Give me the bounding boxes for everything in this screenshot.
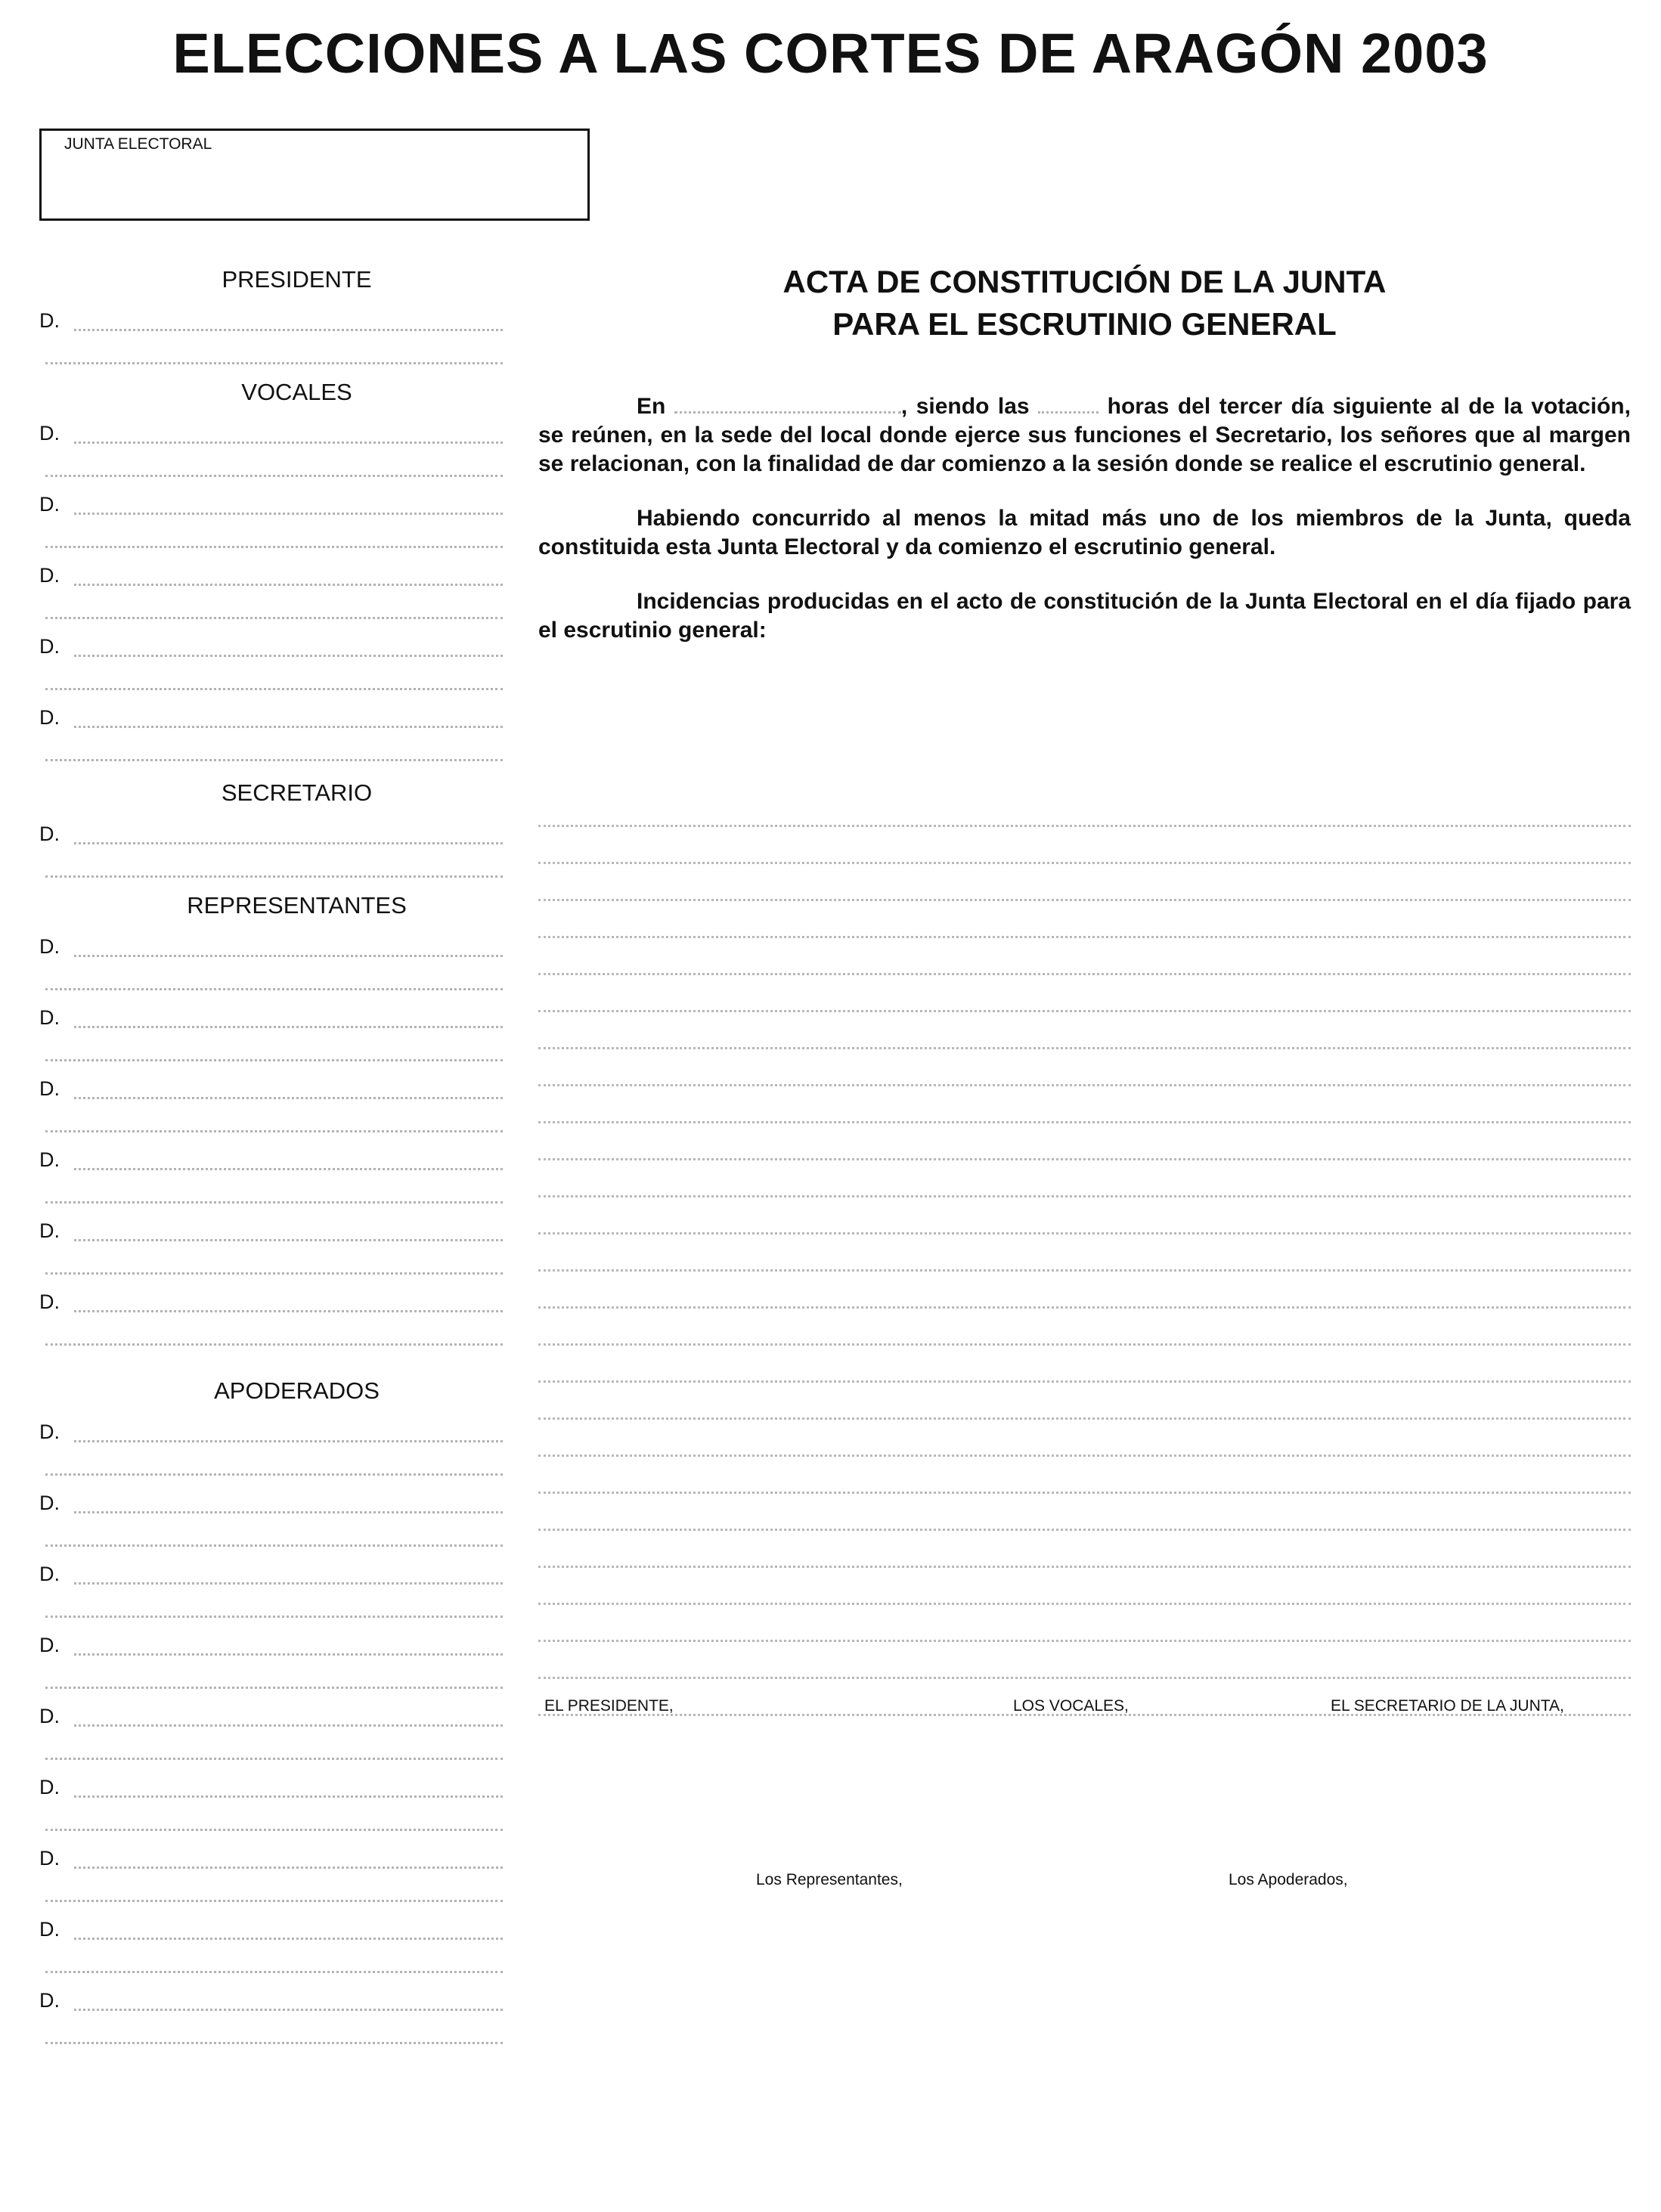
name-prefix: D. [39,564,60,587]
apoderado-slot[interactable] [38,1765,503,1836]
junta-electoral-label: JUNTA ELECTORAL [64,135,212,153]
acta-title-line-1: ACTA DE CONSTITUCIÓN DE LA JUNTA [782,264,1387,299]
apoderado-slot[interactable] [38,1694,503,1765]
paragraph-3: Incidencias producidas en el acto de constitución de la Junta Electoral en el día fijado para el escrutinio general: [538,589,1631,643]
apoderado-slot[interactable] [38,1836,503,1907]
vocal-slot[interactable] [38,624,503,696]
apoderado-slot[interactable] [38,1978,503,2049]
vocales-heading: VOCALES [241,379,352,405]
left-column [38,261,503,2049]
name-prefix: D. [39,309,60,332]
paragraph-2: Habiendo concurrido al menos la mitad más uno de los miembros de la Junta, queda constituida esta Junta Electoral y da comienzo el escrutinio general. [538,506,1631,559]
p1-end: horas del tercer día siguiente al de la votación, se reúnen, en la sede del local donde ejerce sus funciones el Secretario, los señores que al margen se relacionan, con la finalidad de dar comienzo a la sesión donde se realice el escrutinio general. [538,394,1631,476]
president-slot[interactable] [38,299,503,370]
representante-slot[interactable] [38,1067,503,1138]
name-prefix: D. [39,1776,60,1798]
name-prefix: D. [39,1290,60,1313]
apoderado-slot[interactable] [38,1907,503,1978]
signature-president: EL PRESIDENTE, [544,1697,674,1715]
name-prefix: D. [39,422,60,445]
acta-body [538,261,1631,645]
name-prefix: D. [39,493,60,516]
signature-vocales: LOS VOCALES, [1013,1697,1129,1715]
p1-mid: , siendo las [900,394,1030,419]
name-prefix: D. [39,1420,60,1443]
name-prefix: D. [39,1989,60,2012]
representante-slot[interactable] [38,1209,503,1280]
place-blank[interactable] [674,404,901,414]
name-prefix: D. [39,706,60,729]
name-prefix: D. [39,1705,60,1727]
name-prefix: D. [39,1847,60,1870]
document-title: ELECCIONES A LAS CORTES DE ARAGÓN 2003 [172,22,1489,85]
apoderados-heading: APODERADOS [214,1377,380,1404]
name-prefix: D. [39,635,60,658]
secretario-heading: SECRETARIO [221,779,373,806]
name-prefix: D. [39,1219,60,1242]
name-prefix: D. [39,1148,60,1171]
signature-secretario: EL SECRETARIO DE LA JUNTA, [1331,1697,1564,1715]
secretario-slot[interactable] [38,812,503,883]
apoderado-slot[interactable] [38,1552,503,1623]
acta-title-line-2: PARA EL ESCRUTINIO GENERAL [832,306,1337,342]
name-prefix: D. [39,1634,60,1656]
junta-electoral-box[interactable] [39,129,590,221]
vocal-slot[interactable] [38,482,503,553]
signature-apoderados: Los Apoderados, [1229,1871,1348,1888]
representante-slot[interactable] [38,996,503,1067]
representantes-heading: REPRESENTANTES [187,892,407,919]
signature-representantes: Los Representantes, [756,1871,903,1888]
name-prefix: D. [39,1077,60,1100]
hour-blank[interactable] [1038,404,1099,414]
name-prefix: D. [39,1563,60,1585]
p1-start: En [637,394,666,419]
paragraph-1 [538,392,1631,479]
incidencias-lines[interactable] [538,790,1631,1716]
president-heading: PRESIDENTE [222,266,372,293]
apoderado-slot[interactable] [38,1623,503,1694]
name-prefix: D. [39,1492,60,1514]
apoderado-slot[interactable] [38,1410,503,1481]
name-prefix: D. [39,1918,60,1941]
vocal-slot[interactable] [38,696,503,767]
representante-slot[interactable] [38,925,503,996]
name-prefix: D. [39,823,60,845]
representante-slot[interactable] [38,1138,503,1209]
apoderado-slot[interactable] [38,1481,503,1552]
name-prefix: D. [39,935,60,958]
name-prefix: D. [39,1006,60,1029]
vocal-slot[interactable] [38,411,503,482]
representante-slot[interactable] [38,1280,503,1351]
vocal-slot[interactable] [38,553,503,624]
